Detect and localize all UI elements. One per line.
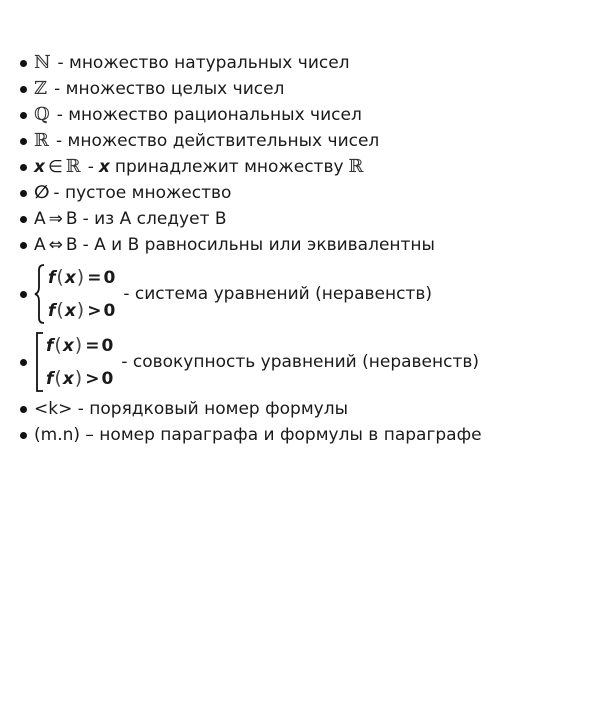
bullet-dot-icon	[20, 138, 27, 145]
implication-right: B	[65, 209, 78, 229]
collection-equation-2: f(x) > 0	[46, 367, 114, 389]
system-equation-2: f(x) > 0	[48, 299, 116, 321]
implication-left: A	[34, 209, 46, 229]
naturals-symbol: ℕ	[34, 52, 51, 73]
notation-list	[20, 50, 580, 448]
item-text: <k> - порядковый номер формулы	[34, 399, 349, 419]
list-item-paragraph-number	[20, 422, 580, 448]
item-text: - A и B равносильны или эквивалентны	[82, 235, 435, 255]
membership-dash: -	[87, 157, 94, 177]
reals-symbol: ℝ	[65, 156, 81, 177]
item-text: - множество целых чисел	[54, 79, 285, 99]
bullet-dot-icon	[20, 190, 27, 197]
equivalence-left: A	[34, 235, 46, 255]
item-text: - множество действительных чисел	[55, 131, 380, 151]
square-bracket-icon	[34, 331, 44, 393]
bullet-dot-icon	[20, 216, 27, 223]
equivalence-right: B	[65, 235, 78, 255]
item-text: - из A следует B	[82, 209, 227, 229]
bullet-dot-icon	[20, 359, 27, 366]
reals-symbol-2: ℝ	[348, 156, 364, 177]
iff-arrow-icon: ⇔	[48, 235, 63, 255]
integers-symbol: ℤ	[34, 78, 48, 99]
list-item-membership	[20, 154, 580, 180]
membership-var: x	[34, 157, 45, 177]
reals-symbol: ℝ	[34, 130, 49, 151]
empty-set-symbol: ∅	[34, 182, 50, 203]
curly-brace-icon	[34, 263, 46, 325]
item-text: (m.n) – номер параграфа и формулы в параграфе	[34, 425, 482, 445]
element-of-symbol: ∈	[47, 157, 63, 177]
bullet-dot-icon	[20, 432, 27, 439]
list-item-rationals	[20, 102, 580, 128]
bullet-dot-icon	[20, 406, 27, 413]
item-text: принадлежит множеству	[114, 157, 344, 177]
list-item-formula-number	[20, 396, 580, 422]
rationals-symbol: ℚ	[34, 104, 50, 125]
bullet-dot-icon	[20, 291, 27, 298]
system-equation-1: f(x) = 0	[48, 266, 116, 288]
list-item-naturals	[20, 50, 580, 76]
implies-arrow-icon: ⇒	[48, 209, 63, 229]
list-item-empty-set	[20, 180, 580, 206]
bullet-dot-icon	[20, 86, 27, 93]
list-item-system	[20, 262, 580, 326]
bullet-dot-icon	[20, 242, 27, 249]
list-item-equivalence	[20, 232, 580, 258]
list-item-collection	[20, 330, 580, 394]
bullet-dot-icon	[20, 60, 27, 67]
item-text: - система уравнений (неравенств)	[123, 284, 432, 304]
list-item-reals	[20, 128, 580, 154]
list-item-integers	[20, 76, 580, 102]
collection-equation-1: f(x) = 0	[46, 334, 114, 356]
bullet-dot-icon	[20, 112, 27, 119]
membership-var-2: x	[98, 157, 110, 177]
list-item-implication	[20, 206, 580, 232]
item-text: - совокупность уравнений (неравенств)	[121, 352, 480, 372]
item-text: - пустое множество	[53, 183, 232, 203]
item-text: - множество натуральных чисел	[57, 53, 350, 73]
system-formula	[34, 263, 115, 325]
bullet-dot-icon	[20, 164, 27, 171]
collection-formula	[34, 331, 113, 393]
item-text: - множество рациональных чисел	[56, 105, 362, 125]
